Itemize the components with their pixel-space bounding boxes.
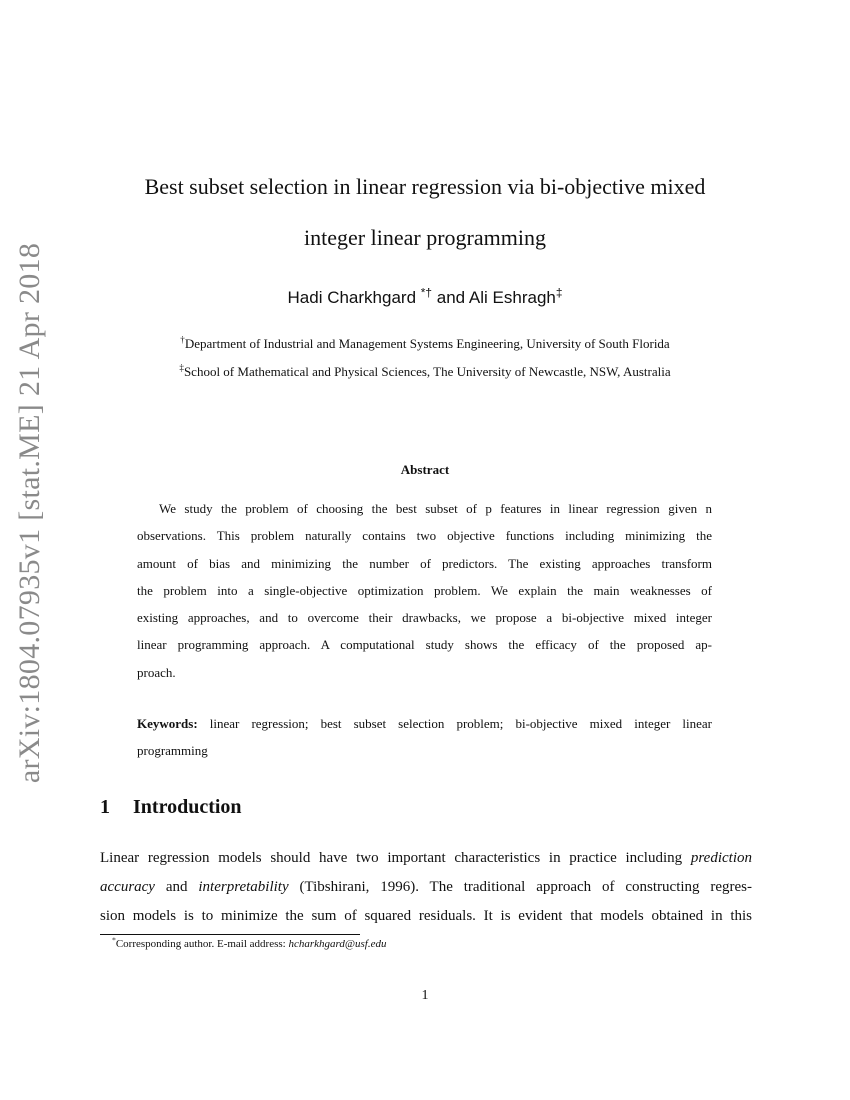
affiliation [100,364,750,380]
intro-emphasis: interpretability [198,879,289,895]
abstract-line: proach. [137,664,176,680]
abstract-line: linear programming approach. A computational study shows the efficacy of the proposed ap- [137,637,712,653]
abstract-line: the problem into a single-objective optimization problem. We explain the main weaknesses of [137,582,712,598]
author-name: Hadi Charkhgard [287,288,417,307]
footnote-mark: * [112,935,116,945]
paper-title-line-2: integer linear programming [304,225,546,250]
intro-line [100,873,752,902]
page-number: 1 [421,988,429,1003]
abstract-body [137,495,712,686]
abstract-heading: Abstract [400,462,450,477]
author-list [100,285,750,308]
intro-text: Linear regression models should have two important characteristics in practice including [100,850,683,866]
abstract-line: amount of bias and minimizing the number of predictors. The existing approaches transform [137,555,712,571]
affiliation-mark: ‡ [179,362,184,373]
keywords [137,710,712,764]
arxiv-identifier: arXiv:1804.07935v1 [stat.ME] 21 Apr 2018 [13,242,46,783]
intro-paragraph [100,844,752,931]
keywords-line [137,710,712,737]
abstract-line: existing approaches, and to overcome their drawbacks, we propose a bi-objective mixed integer [137,610,712,626]
abstract-line: We study the problem of choosing the best subset of p features in linear regression given n [159,501,712,516]
arxiv-sidebar-stamp [6,242,54,783]
footnote [112,935,387,950]
footnote-rule [100,934,360,935]
affiliation-mark: † [180,334,185,345]
abstract-line: observations. This problem naturally contains two objective functions including minimizing the [137,528,712,544]
author-mark: ‡ [555,285,563,300]
intro-emphasis: accuracy [100,879,155,895]
affiliation-text: School of Mathematical and Physical Sciences, The University of Newcastle, NSW, Australia [183,364,671,379]
section-heading [100,796,242,819]
keywords-label: Keywords: [137,716,198,731]
footnote-email[interactable]: hcharkhgard@usf.edu [288,938,387,950]
intro-line [100,844,752,873]
author-name: Ali Eshragh [468,288,556,307]
intro-emphasis: prediction [690,850,752,866]
author-mark: *† [420,285,433,300]
intro-text: (Tibshirani, 1996). The traditional approach of constructing regres- [299,879,753,895]
section-title: Introduction [133,796,242,818]
section-number: 1 [100,796,110,818]
keywords-line: programming [137,743,208,758]
author-conjunction: and [436,288,466,307]
intro-text: and [165,879,188,895]
keywords-text: linear regression; best subset selection problem; bi-objective mixed integer linear [209,716,713,731]
affiliation [100,336,750,352]
footnote-text: Corresponding author. E-mail address: [115,938,286,950]
paper-title-line-1: Best subset selection in linear regression via bi-objective mixed [144,174,706,199]
affiliation-text: Department of Industrial and Management Systems Engineering, University of South Florida [184,336,670,351]
intro-line: sion models is to minimize the sum of squared residuals. It is evident that models obtained in this [100,908,752,924]
